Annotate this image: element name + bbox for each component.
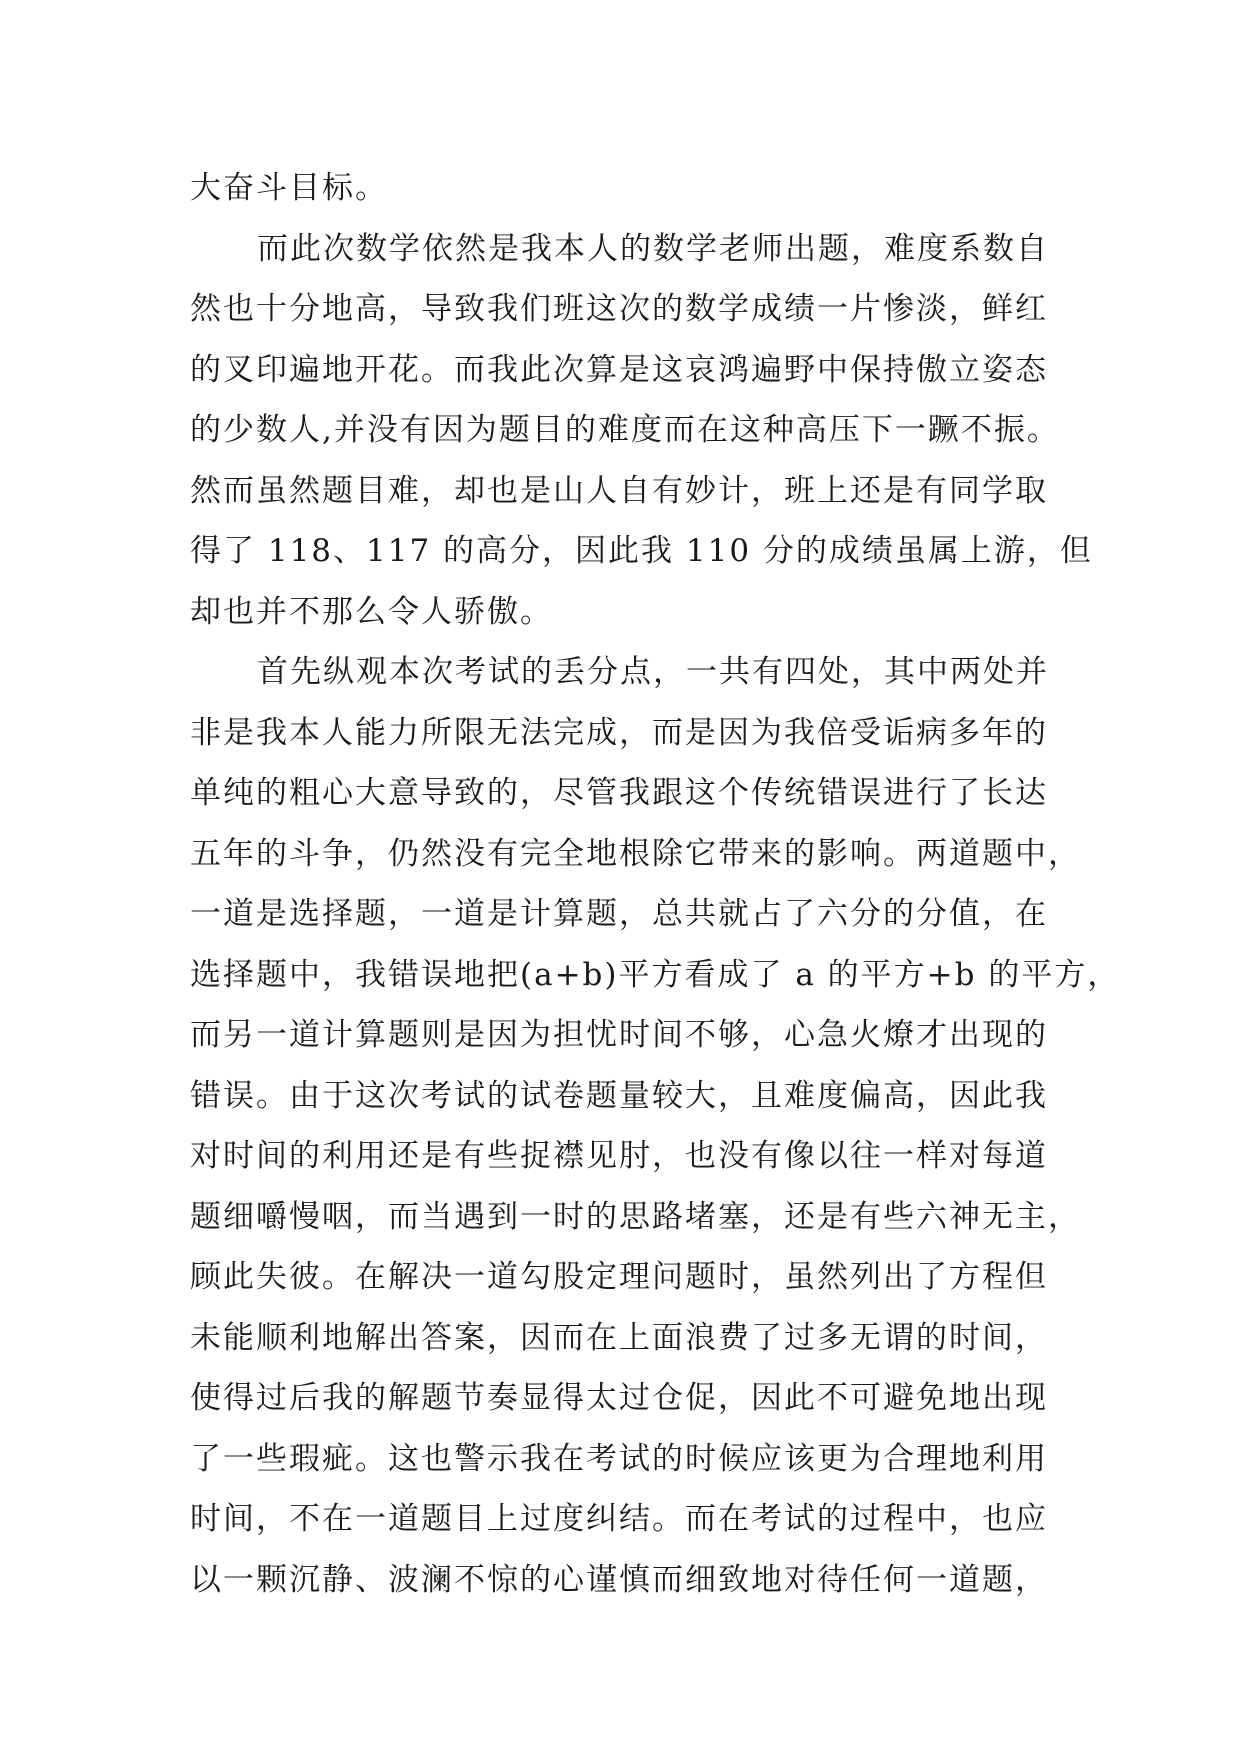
text-line: 了一些瑕疵。这也警示我在考试的时候应该更为合理地利用 [190,1440,1048,1477]
text-line: 题细嚼慢咽，而当遇到一时的思路堵塞，还是有些六神无主， [190,1198,1081,1235]
text-line: 未能顺利地解出答案，因而在上面浪费了过多无谓的时间， [190,1319,1048,1356]
text-line: 大奋斗目标。 [190,170,388,206]
text-line: 顾此失彼。在解决一道勾股定理问题时，虽然列出了方程但 [190,1259,1048,1295]
text-line: 非是我本人能力所限无法完成，而是因为我倍受诟病多年的 [190,714,1048,751]
text-line: 五年的斗争，仍然没有完全地根除它带来的影响。两道题中， [190,835,1081,872]
text-line: 而另一道计算题则是因为担忧时间不够，心急火燎才出现的 [190,1017,1048,1053]
text-line: 的少数人,并没有因为题目的难度而在这种高压下一蹶不振。 [190,412,1060,448]
text-line: 错误。由于这次考试的试卷题量较大，且难度偏高，因此我 [190,1077,1048,1114]
text-line: 使得过后我的解题节奏显得太过仓促，因此不可避免地出现 [190,1380,1048,1416]
text-line: 然也十分地高，导致我们班这次的数学成绩一片惨淡，鲜红 [190,291,1048,327]
paragraph-first-line: 首先纵观本次考试的丢分点，一共有四处，其中两处并 [257,654,1049,690]
text-line: 然而虽然题目难，却也是山人自有妙计，班上还是有同学取 [190,472,1048,509]
text-line: 得了 118、117 的高分，因此我 110 分的成绩虽属上游，但 [190,533,1093,569]
paragraph-first-line: 而此次数学依然是我本人的数学老师出题，难度系数自 [257,230,1049,267]
text-line: 单纯的粗心大意导致的，尽管我跟这个传统错误进行了长达 [190,775,1048,811]
text-line: 一道是选择题，一道是计算题，总共就占了六分的分值，在 [190,896,1048,932]
text-line: 时间，不在一道题目上过度纠结。而在考试的过程中，也应 [190,1501,1048,1537]
text-line: 的叉印遍地开花。而我此次算是这哀鸿遍野中保持傲立姿态 [190,351,1048,388]
body-text [190,158,1121,1610]
text-line: 以一颗沉静、波澜不惊的心谨慎而细致地对待任何一道题， [190,1561,1048,1598]
text-line: 却也并不那么令人骄傲。 [190,593,553,630]
text-line: 对时间的利用还是有些捉襟见肘，也没有像以往一样对每道 [190,1138,1048,1174]
text-line: 选择题中，我错误地把(a+b)平方看成了 a 的平方+b 的平方， [190,956,1121,993]
